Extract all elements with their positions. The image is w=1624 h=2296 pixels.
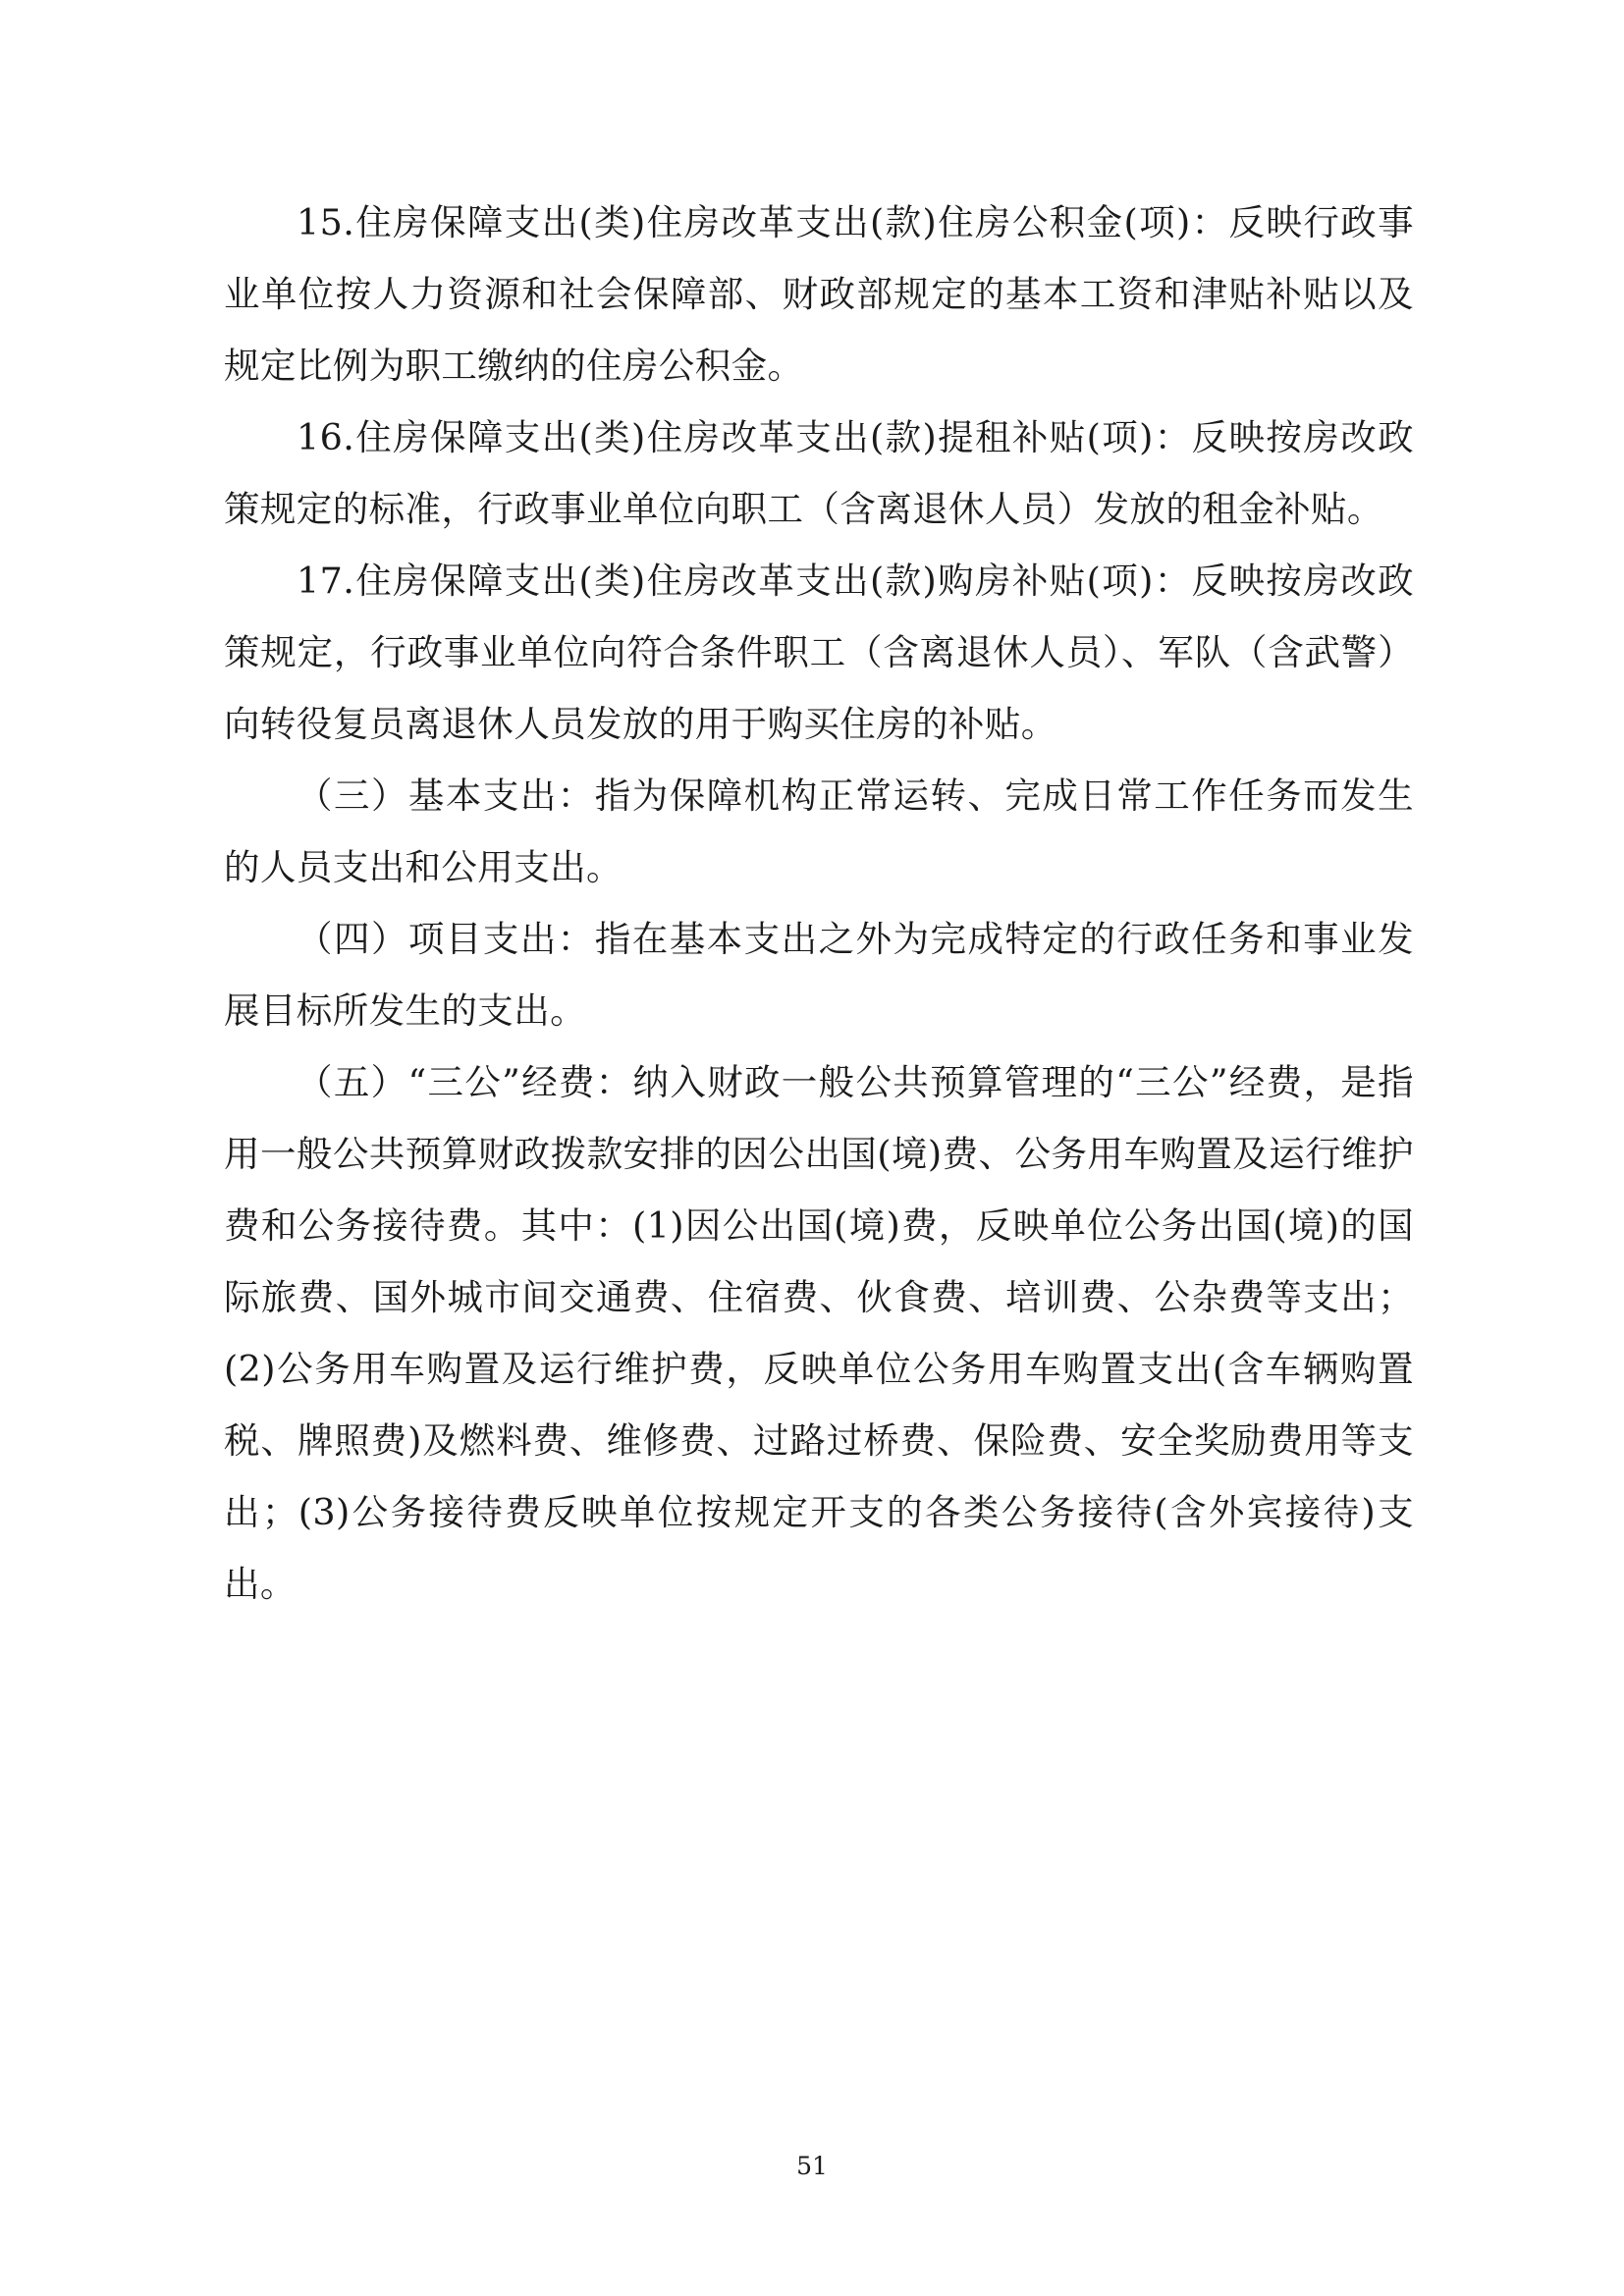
page-number: 51 — [796, 2152, 828, 2180]
paragraph-section-3: （三）基本支出：指为保障机构正常运转、完成日常工作任务而发生的人员支出和公用支出。 — [224, 774, 1414, 888]
page-body — [224, 187, 1414, 1620]
paragraph-item-16: 16.住房保障支出(类)住房改革支出(款)提租补贴(项)：反映按房改政策规定的标准，行政事业单位向职工（含离退休人员）发放的租金补贴。 — [224, 416, 1414, 530]
paragraph-section-4: （四）项目支出：指在基本支出之外为完成特定的行政任务和事业发展目标所发生的支出。 — [224, 918, 1414, 1032]
paragraph-section-5: （五）“三公”经费：纳入财政一般公共预算管理的“三公”经费，是指用一般公共预算财政拨款安排的因公出国(境)费、公务用车购置及运行维护费和公务接待费。其中：(1)因公出国(境)费，反映单位公务出国(境)的国际旅费、国外城市间交通费、住宿费、伙食费、培训费、公杂费等支出；(2)公务用车购置及运行维护费，反映单位公务用车购置支出(含车辆购置税、牌照费)及燃料费、维修费、过路过桥费、保险费、安全奖励费用等支出；(3)公务接待费反映单位按规定开支的各类公务接待(含外宾接待)支出。 — [224, 1061, 1414, 1605]
paragraph-item-15: 15.住房保障支出(类)住房改革支出(款)住房公积金(项)：反映行政事业单位按人力资源和社会保障部、财政部规定的基本工资和津贴补贴以及规定比例为职工缴纳的住房公积金。 — [224, 201, 1414, 387]
paragraph-item-17: 17.住房保障支出(类)住房改革支出(款)购房补贴(项)：反映按房改政策规定，行政事业单位向符合条件职工（含离退休人员）、军队（含武警）向转役复员离退休人员发放的用于购买住房的补贴。 — [224, 560, 1414, 745]
